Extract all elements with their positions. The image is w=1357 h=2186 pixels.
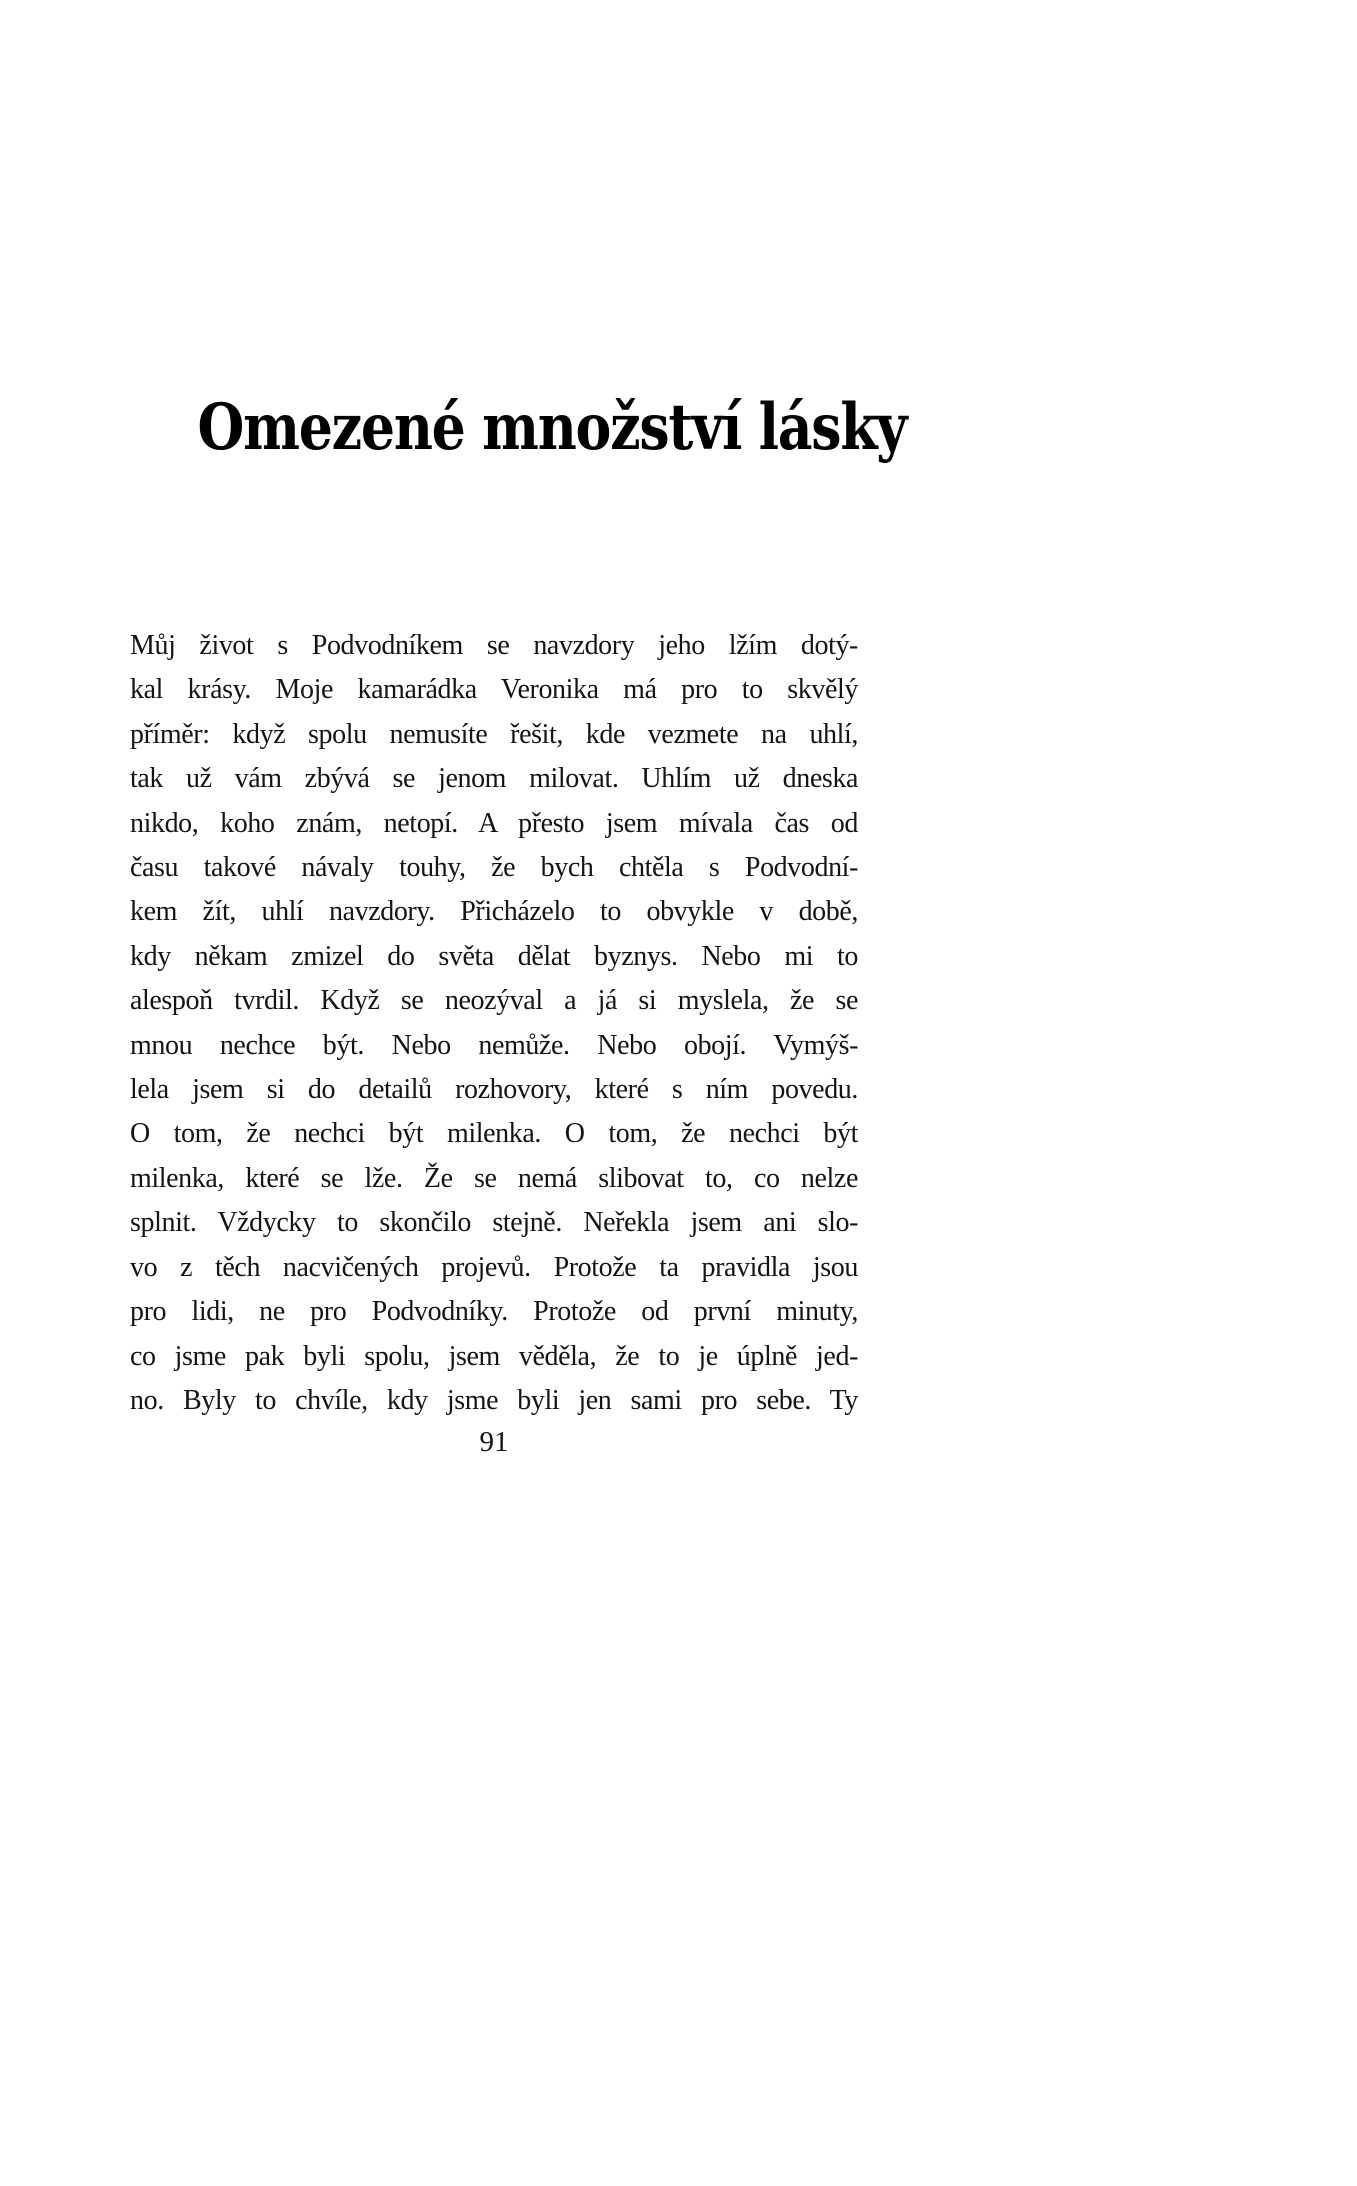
body-text-line: nikdo, koho znám, netopí. A přesto jsem mívala čas od xyxy=(130,807,858,839)
body-text-line: kal krásy. Moje kamarádka Veronika má pro to skvělý xyxy=(130,674,858,706)
body-text-line: tak už vám zbývá se jenom milovat. Uhlím už dneska xyxy=(130,763,858,795)
body-text-line: Můj život s Podvodníkem se navzdory jeho lžím dotý- xyxy=(130,630,858,661)
body-text-line: pro lidi, ne pro Podvodníky. Protože od první minuty, xyxy=(130,1296,858,1328)
body-text-line: splnit. Vždycky to skončilo stejně. Neřekla jsem ani slo- xyxy=(130,1207,858,1239)
page-number: 91 xyxy=(479,1426,509,1458)
body-text-line: mnou nechce být. Nebo nemůže. Nebo obojí. Vymýš- xyxy=(130,1029,858,1061)
body-paragraph xyxy=(130,624,858,1423)
body-text-line: kem žít, uhlí navzdory. Přicházelo to obvykle v době, xyxy=(130,896,858,928)
body-text-line: lela jsem si do detailů rozhovory, které s ním povedu. xyxy=(130,1074,858,1106)
body-text-line: alespoň tvrdil. Když se neozýval a já si myslela, že se xyxy=(130,985,858,1017)
body-text-line: no. Byly to chvíle, kdy jsme byli jen sami pro sebe. Ty xyxy=(130,1384,858,1416)
chapter-title-text: Omezené množství lásky xyxy=(197,390,907,465)
chapter-title xyxy=(130,390,907,465)
body-text-line: času takové návaly touhy, že bych chtěla s Podvodní- xyxy=(130,852,858,884)
body-text-line: vo z těch nacvičených projevů. Protože ta pravidla jsou xyxy=(130,1251,858,1283)
body-text-line: co jsme pak byli spolu, jsem věděla, že to je úplně jed- xyxy=(130,1340,858,1372)
body-text-line: kdy někam zmizel do světa dělat byznys. Nebo mi to xyxy=(130,940,858,972)
body-text-line: O tom, že nechci být milenka. O tom, že nechci být xyxy=(130,1118,858,1150)
body-text-line: milenka, které se lže. Že se nemá slibovat to, co nelze xyxy=(130,1162,858,1194)
body-text-line: příměr: když spolu nemusíte řešit, kde vezmete na uhlí, xyxy=(130,718,858,750)
